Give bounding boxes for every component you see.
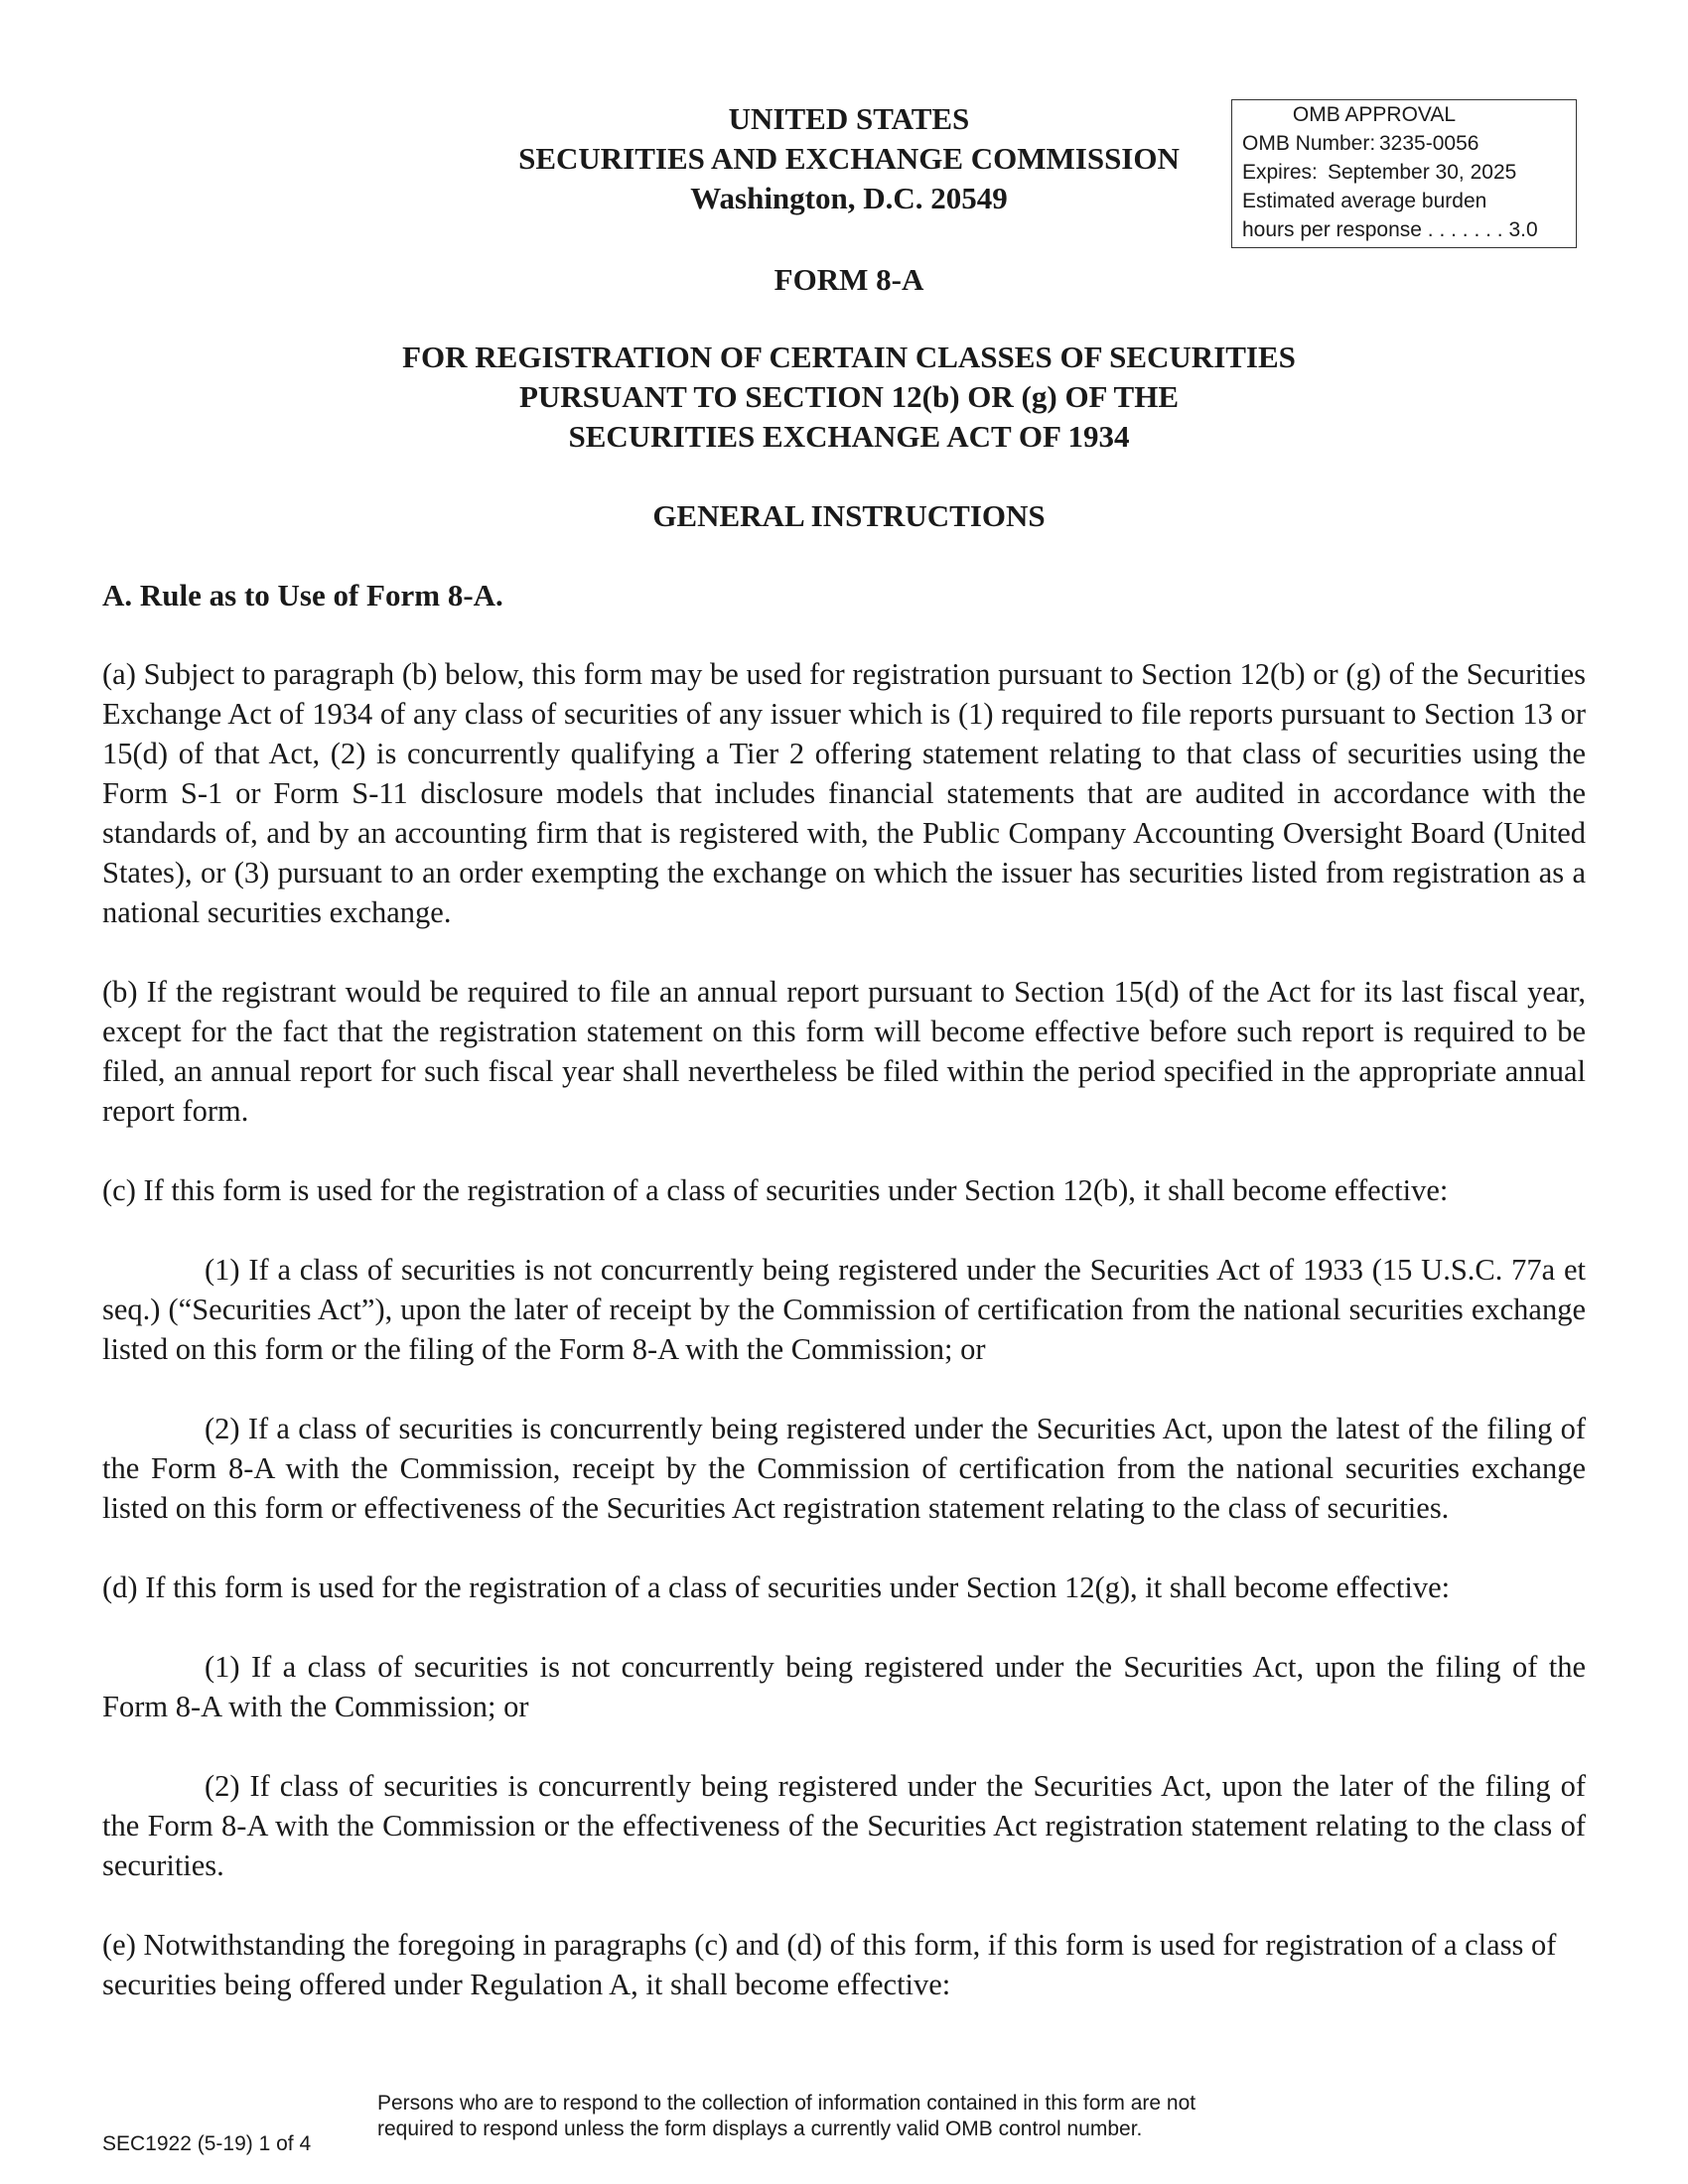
header-country: UNITED STATES (728, 101, 970, 136)
section-a-heading: A. Rule as to Use of Form 8-A. (102, 578, 503, 613)
form-code: SEC1922 (5-19) 1 of 4 (102, 2132, 312, 2155)
notice-line2: required to respond unless the form displays a currently valid OMB control number. (377, 2117, 1143, 2140)
agency-header (437, 99, 1261, 218)
header-address: Washington, D.C. 20549 (690, 181, 1008, 215)
paragraph-d1: (1) If a class of securities is not concurrently being registered under the Securities Act, upon the filing of the Form 8-A with the Commission; or (102, 1650, 1586, 1723)
form-title: FORM 8-A (774, 262, 924, 297)
omb-burden-line2: hours per response . . . . . . . 3.0 (1242, 218, 1538, 241)
registration-title-line3: SECURITIES EXCHANGE ACT OF 1934 (568, 419, 1130, 454)
header-agency: SECURITIES AND EXCHANGE COMMISSION (518, 141, 1180, 176)
paragraph-c2: (2) If a class of securities is concurrently being registered under the Securities Act, upon the latest of the filing of the Form 8-A with the Commission, receipt by the Commission of certification from the national securities exchange listed on this form or effectiveness of the Securities Act registration statement relating to the class of securities. (102, 1412, 1586, 1525)
omb-expires-value: September 30, 2025 (1328, 161, 1517, 184)
omb-expires-row (1242, 158, 1566, 187)
paragraph-c: (c) If this form is used for the registration of a class of securities under Section 12(b), it shall become effective: (102, 1173, 1449, 1207)
omb-approval-box (1231, 99, 1577, 248)
general-instructions-title: GENERAL INSTRUCTIONS (652, 498, 1046, 533)
instructions-body (102, 654, 1586, 2044)
registration-title-line2: PURSUANT TO SECTION 12(b) OR (g) OF THE (518, 379, 1180, 414)
registration-title-line1: FOR REGISTRATION OF CERTAIN CLASSES OF SECURITIES (402, 340, 1296, 374)
omb-number-row (1242, 129, 1566, 158)
paragraph-d: (d) If this form is used for the registration of a class of securities under Section 12(g), it shall become effective: (102, 1570, 1451, 1604)
notice-line1: Persons who are to respond to the collection of information contained in this form are not (377, 2092, 1196, 2115)
paragraph-c1: (1) If a class of securities is not concurrently being registered under the Securities Act of 1933 (15 U.S.C. 77a et seq.) (“Securities Act”), upon the later of receipt by the Commission of certification from the national securities exchange listed on this form or the filing of the Form 8-A with the Commission; or (102, 1253, 1586, 1366)
omb-number-label: OMB Number: (1242, 132, 1376, 155)
omb-control-notice (377, 2091, 1331, 2142)
omb-approval-title: OMB APPROVAL (1292, 103, 1457, 126)
omb-expires-label: Expires: (1242, 161, 1318, 184)
omb-burden-line1: Estimated average burden (1242, 190, 1487, 212)
paragraph-e: (e) Notwithstanding the foregoing in paragraphs (c) and (d) of this form, if this form is used for registration of a class of securities being offered under Regulation A, it shall become effective: (102, 1928, 1557, 2001)
paragraph-b: (b) If the registrant would be required to file an annual report pursuant to Section 15(d) of the Act for its last fiscal year, except for the fact that the registration statement on this form will become effective before such report is required to be filed, an annual report for such fiscal year shall nevertheless be filed within the period specified in the appropriate annual report form. (102, 975, 1586, 1128)
omb-number-value: 3235-0056 (1379, 132, 1479, 155)
registration-title (298, 338, 1400, 457)
paragraph-a: (a) Subject to paragraph (b) below, this form may be used for registration pursuant to Section 12(b) or (g) of the Securities Exchange Act of 1934 of any class of securities of any issuer which is (1) required to file reports pursuant to Section 13 or 15(d) of that Act, (2) is concurrently qualifying a Tier 2 offering statement relating to that class of securities using the Form S-1 or Form S-11 disclosure models that includes financial statements that are audited in accordance with the standards of, and by an accounting firm that is registered with, the Public Company Accounting Oversight Board (United States), or (3) pursuant to an order exempting the exchange on which the issuer has securities listed from registration as a national securities exchange. (102, 657, 1586, 929)
paragraph-d2: (2) If class of securities is concurrently being registered under the Securities Act, upon the later of the filing of the Form 8-A with the Commission or the effectiveness of the Securities Act registration statement relating to the class of securities. (102, 1769, 1586, 1882)
